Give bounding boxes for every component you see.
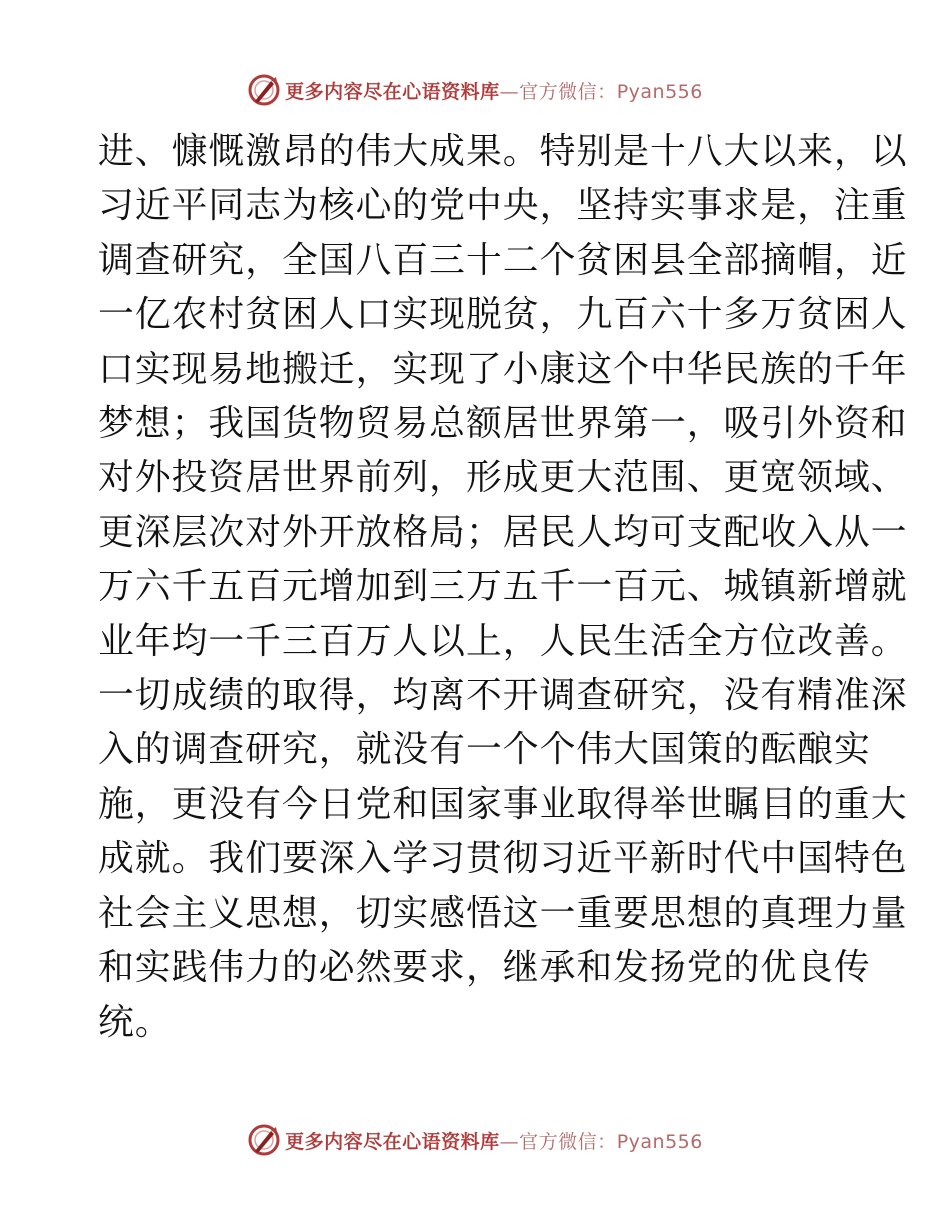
header-wechat-label: 官方微信： xyxy=(519,80,617,103)
footer-wechat-label: 官方微信： xyxy=(519,1130,617,1153)
quill-logo-icon xyxy=(247,1123,281,1157)
body-line: 和实践伟力的必然要求，继承和发扬党的优良传 xyxy=(98,947,871,989)
body-line: 施，更没有今日党和国家事业取得举世瞩目的重大 xyxy=(98,783,908,825)
body-line: 一亿农村贫困人口实现脱贫，九百六十多万贫困人 xyxy=(98,294,908,336)
header-dash: — xyxy=(499,80,520,103)
footer-banner xyxy=(0,1120,950,1160)
body-line: 入的调查研究，就没有一个个伟大国策的酝酿实 xyxy=(98,729,871,771)
header-banner xyxy=(0,70,950,110)
body-line: 口实现易地搬迁，实现了小康这个中华民族的千年 xyxy=(98,348,908,390)
header-brand-text: 更多内容尽在心语资料库 xyxy=(285,80,500,103)
body-line: 习近平同志为核心的党中央，坚持实事求是，注重 xyxy=(98,185,908,227)
body-line: 梦想；我国货物贸易总额居世界第一，吸引外资和 xyxy=(98,403,908,445)
body-line: 业年均一千三百万人以上，人民生活全方位改善。 xyxy=(98,620,908,662)
body-line: 一切成绩的取得，均离不开调查研究，没有精准深 xyxy=(98,675,908,717)
body-paragraph xyxy=(98,125,908,1050)
quill-logo-icon xyxy=(247,73,281,107)
header-wechat-id: Pyan556 xyxy=(616,80,703,103)
body-line: 进、慷慨激昂的伟大成果。特别是十八大以来，以 xyxy=(98,131,908,172)
footer-brand-text: 更多内容尽在心语资料库 xyxy=(285,1130,500,1153)
body-line: 对外投资居世界前列，形成更大范围、更宽领域、 xyxy=(98,457,908,499)
body-line: 万六千五百元增加到三万五千一百元、城镇新增就 xyxy=(98,566,908,608)
footer-wechat-id: Pyan556 xyxy=(616,1130,703,1153)
header-banner-text xyxy=(285,77,703,104)
footer-banner-text xyxy=(285,1127,703,1154)
body-line: 社会主义思想，切实感悟这一重要思想的真理力量 xyxy=(98,892,908,934)
body-line: 统。 xyxy=(98,1001,172,1043)
body-line: 调查研究，全国八百三十二个贫困县全部摘帽，近 xyxy=(98,239,908,281)
body-line: 更深层次对外开放格局；居民人均可支配收入从一 xyxy=(98,511,908,553)
footer-dash: — xyxy=(499,1130,520,1153)
body-line: 成就。我们要深入学习贯彻习近平新时代中国特色 xyxy=(98,838,908,880)
